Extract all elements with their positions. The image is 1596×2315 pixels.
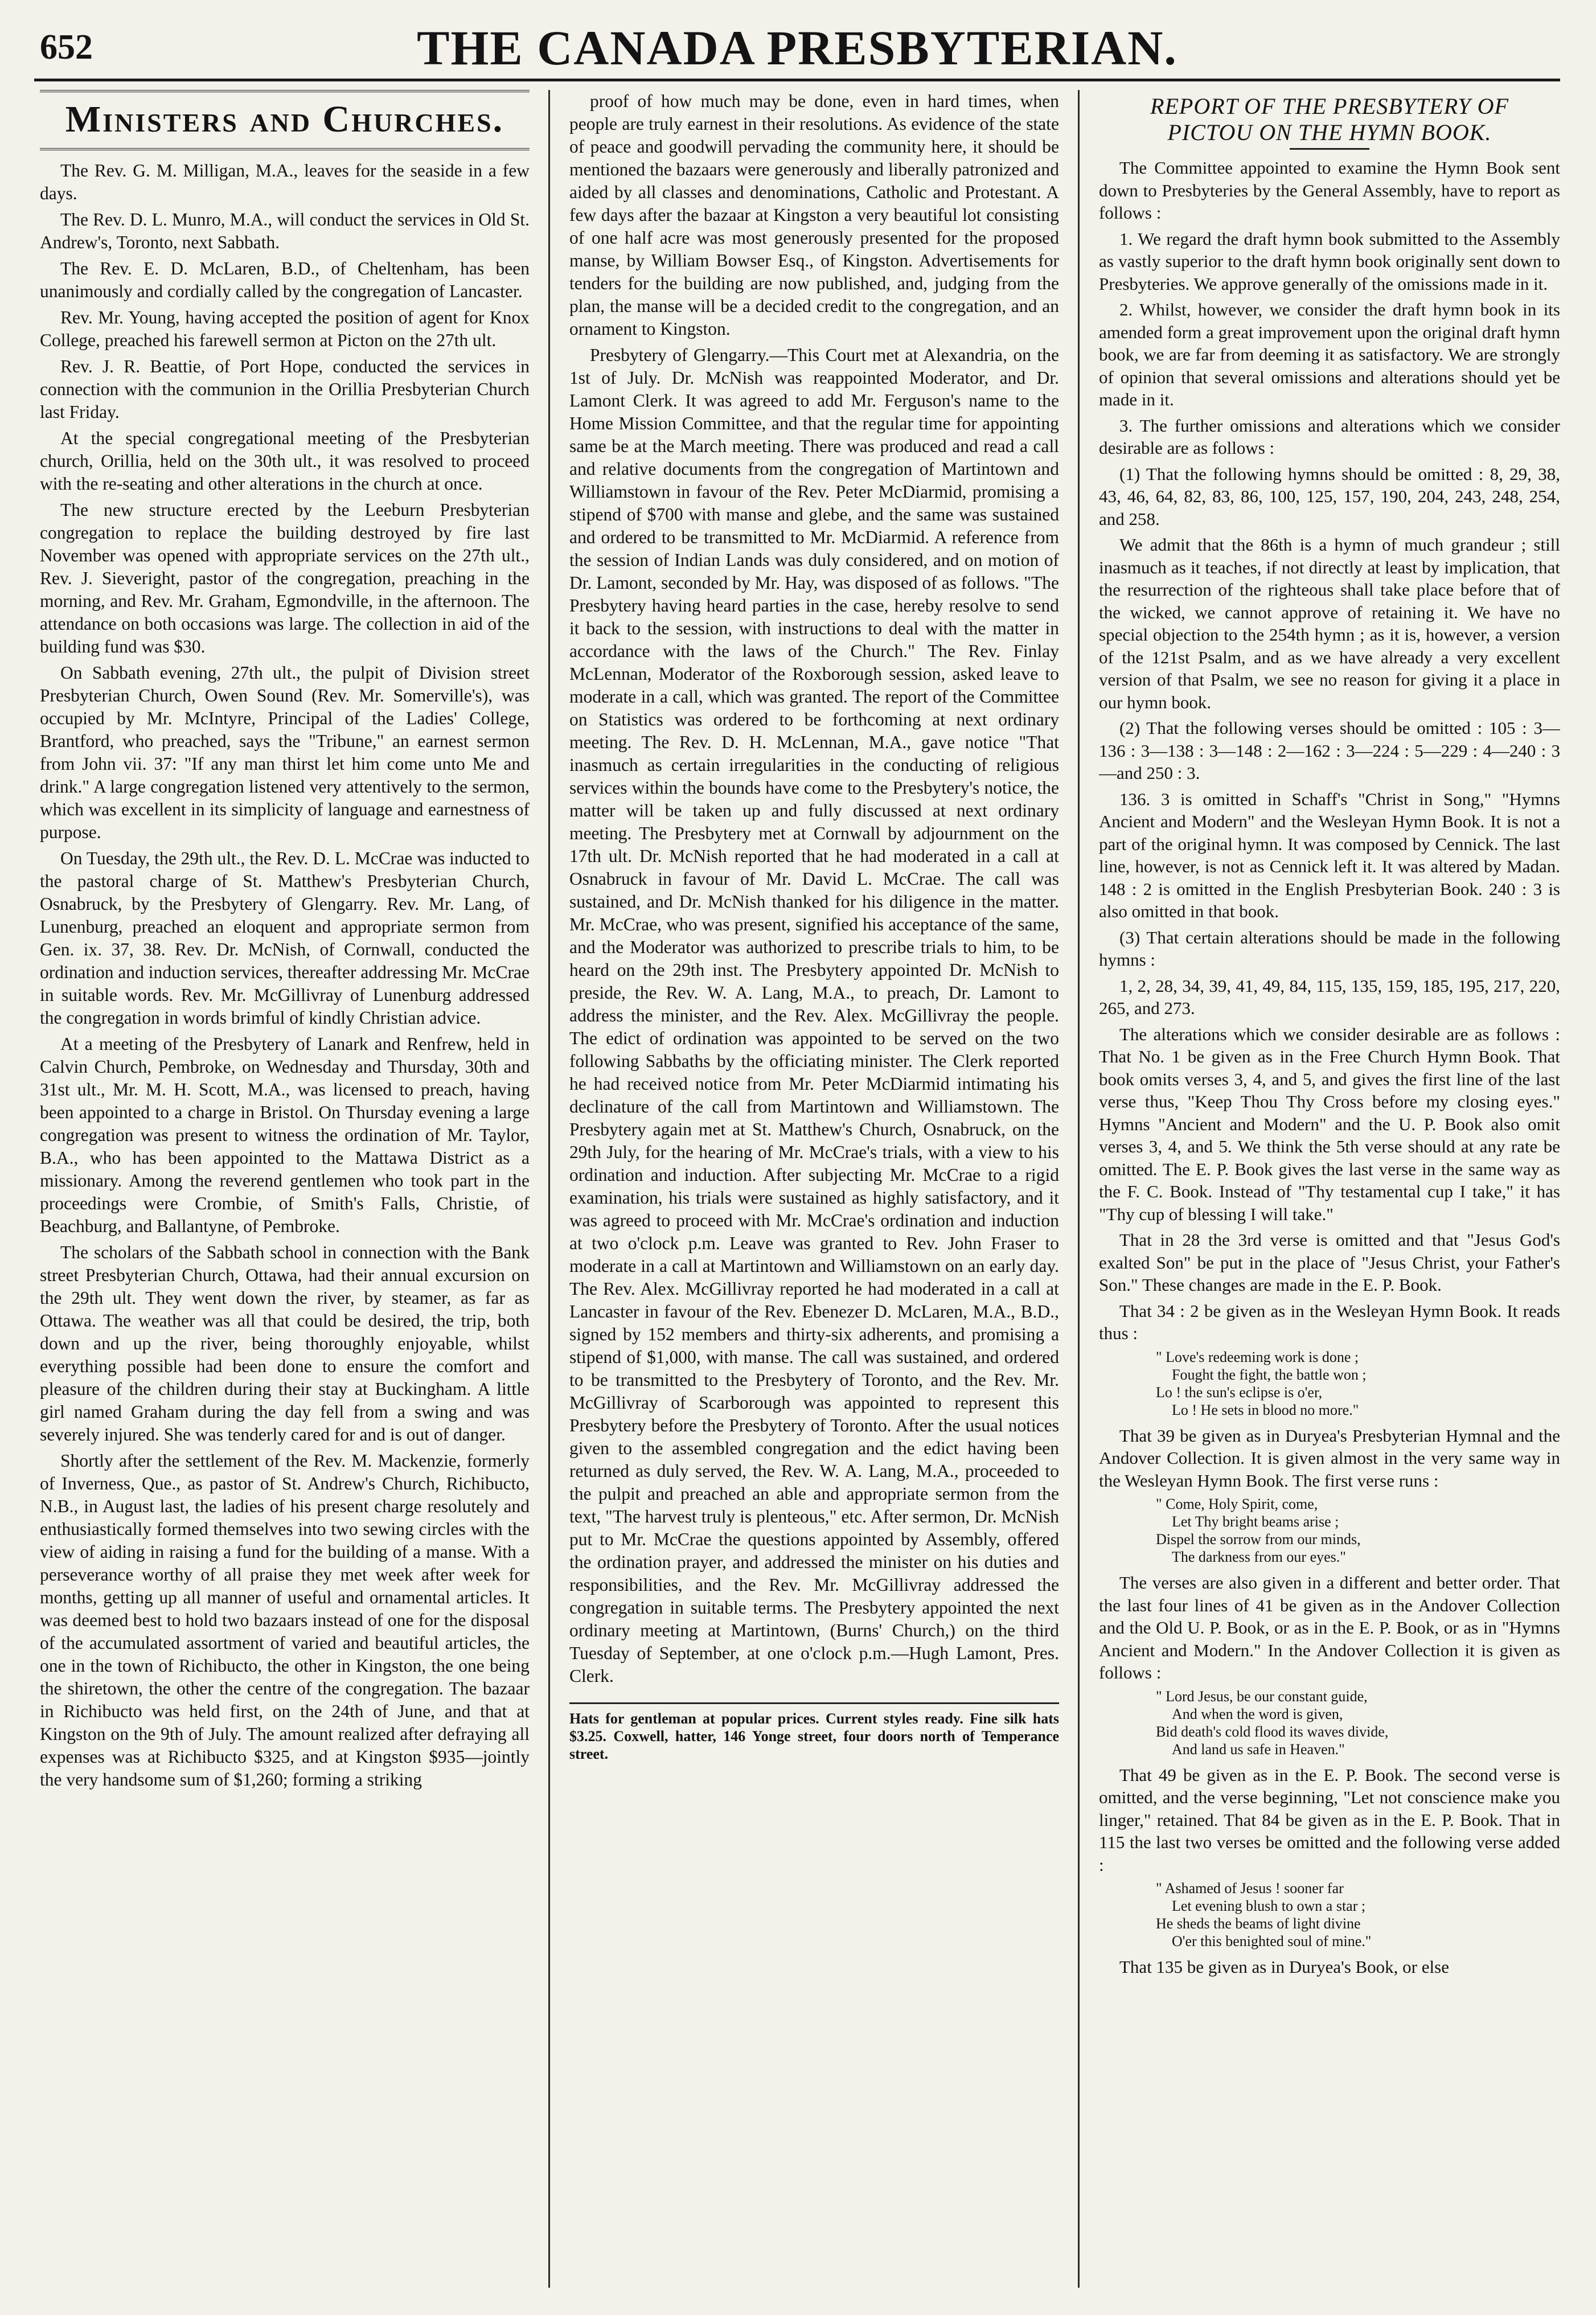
news-paragraph: proof of how much may be done, even in hard times, when people are truly earnest in their resolutions. As evidence of the state of peace and goodwill pervading the community here, it should be mentioned the bazaars were generously and liberally patronized and aided by all classes and denominations, Catholic and Protestant. A few days after the bazaar at Kingston a very beautiful lot consisting of one half acre was most generously presented for the proposed manse, by William Bowser Esq., of Kingston. Advertisements for tenders for the building are now published, and, judging from the plan, the manse will be a decided credit to the congregation, and an ornament to Kingston. — [569, 91, 1059, 339]
verse-line: " Ashamed of Jesus ! sooner far — [1156, 1880, 1344, 1897]
report-paragraph: (3) That certain alterations should be made in the following hymns : — [1099, 927, 1560, 970]
news-paragraph: At the special congregational meeting of the Presbyterian church, Orillia, held on the 30th ult., it was resolved to proceed with the re-seating and other alterations in the church at once. — [40, 428, 530, 494]
report-paragraph: 1. We regard the draft hymn book submitted to the Assembly as vastly superior to the draft hymn book originally sent down to Presbyteries. We approve generally of the omissions made in it. — [1099, 228, 1560, 294]
report-paragraph: That 34 : 2 be given as in the Wesleyan Hymn Book. It reads thus : — [1099, 1300, 1560, 1343]
verse-line: " Come, Holy Spirit, come, — [1156, 1496, 1318, 1512]
verse-line: Let evening blush to own a star ; — [1172, 1898, 1366, 1914]
report-heading-line: REPORT OF THE PRESBYTERY OF — [1150, 93, 1509, 119]
report-paragraph: 1, 2, 28, 34, 39, 41, 49, 84, 115, 135, 159, 185, 195, 217, 220, 265, and 273. — [1099, 975, 1560, 1018]
report-paragraph: The Committee appointed to examine the Hymn Book sent down to Presbyteries by the General Assembly, have to report as follows : — [1099, 158, 1560, 223]
verse-line: And when the word is given, — [1172, 1705, 1343, 1722]
verse-line: Lo ! He sets in blood no more." — [1172, 1401, 1359, 1418]
verse-quote — [1156, 1688, 1560, 1758]
report-paragraph: We admit that the 86th is a hymn of much grandeur ; still inasmuch as it teaches, if not directly at least by implication, that the resurrection of the righteous shall take place before that of the wicked, we cannot approve of retaining it. We have no special objection to the 254th hymn ; as it is, however, a version of the 121st Psalm, and as we have already a very excellent version of that Psalm, we see no reason for giving it a place in our hymn book. — [1099, 535, 1560, 712]
report-heading — [1099, 93, 1560, 146]
report-paragraph: (1) That the following hymns should be omitted : 8, 29, 38, 43, 46, 64, 82, 83, 86, 100, 125, 157, 190, 204, 243, 248, 254, and 258. — [1099, 463, 1560, 529]
report-paragraph: That in 28 the 3rd verse is omitted and that "Jesus God's exalted Son" be put in the place of "Jesus Christ, your Father's Son." These changes are made in the E. P. Book. — [1099, 1230, 1560, 1295]
news-paragraph: On Tuesday, the 29th ult., the Rev. D. L. McCrae was inducted to the pastoral charge of St. Matthew's Presbyterian Church, Osnabruck, by the Presbytery of Glengarry. Rev. Mr. Lang, of Lunenburg, preached an eloquent and appropriate sermon from Gen. ix. 37, 38. Rev. Dr. McNish, of Cornwall, conducted the ordination and induction services, thereafter addressing Mr. McCrae in suitable words. Rev. Mr. McGillivray of Lunenburg addressed the congregation in words brimful of kindly Christian advice. — [40, 848, 530, 1028]
page-number: 652 — [40, 28, 93, 67]
masthead — [34, 16, 1560, 81]
verse-line: He sheds the beams of light divine — [1156, 1915, 1361, 1932]
verse-line: O'er this benighted soul of mine." — [1172, 1933, 1372, 1949]
verse-line: Fought the fight, the battle won ; — [1172, 1366, 1367, 1383]
hat-advertisement: Hats for gentleman at popular prices. Current styles ready. Fine silk hats $3.25. Coxwell, hatter, 146 Yonge street, four doors north of Temperance street. — [569, 1710, 1059, 1762]
verse-line: Let Thy bright beams arise ; — [1172, 1513, 1339, 1530]
report-paragraph: That 49 be given as in the E. P. Book. The second verse is omitted, and the verse beginning, "Let not conscience make you linger," retained. That 84 be given as in the E. P. Book. That in 115 the last two verses be omitted and the following verse added : — [1099, 1764, 1560, 1875]
report-heading-line: PICTOU ON THE HYMN BOOK. — [1167, 120, 1492, 145]
verse-quote — [1156, 1495, 1560, 1566]
verse-line: Lo ! the sun's eclipse is o'er, — [1156, 1384, 1323, 1401]
news-paragraph: Presbytery of Glengarry.—This Court met at Alexandria, on the 1st of July. Dr. McNish was reappointed Moderator, and Dr. Lamont Clerk. It was agreed to add Mr. Ferguson's name to the Home Mission Committee, and that the regular time for appointing same be at the March meeting. There was produced and read a call and relative documents from the congregation of Martintown and Williamstown in favour of the Rev. Peter McDiarmid, promising a stipend of $700 with manse and glebe, and the same was sustained and ordered to be transmitted to Mr. McDiarmid. A reference from the session of Indian Lands was duly considered, and on motion of Dr. Lamont, seconded by Mr. Hay, was disposed of as follows. "The Presbytery having heard parties in the case, hereby resolve to send it back to the session, with instructions to deal with the matter in accordance with the laws of the Church." The Rev. Finlay McLennan, Moderator of the Roxborough session, asked leave to moderate in a call, which was granted. The report of the Committee on Statistics was ordered to be forthcoming at next ordinary meeting. The Rev. D. H. McLennan, M.A., gave notice "That inasmuch as certain irregularities in the conducting of religious services within the bounds have come to the Presbytery's notice, the matter will be taken up and fully discussed at next ordinary meeting. The Presbytery met at Cornwall by adjournment on the 17th ult. Dr. McNish reported that he had moderated in a call at Osnabruck in favour of Mr. David L. McCrae. The call was sustained, and Dr. McNish thanked for his diligence in the matter. Mr. McCrae, who was present, signified his acceptance of the same, and the Moderator was authorized to prescribe trials to him, to be heard on the 29th inst. The Presbytery appointed Dr. McNish to preside, the Rev. W. A. Lang, M.A., to preach, Dr. Lamont to address the minister, and the Rev. Alex. McGillivray the people. The edict of ordination was appointed to be served on the two following Sabbaths by the officiating minister. The Clerk reported he had received notice from Mr. Peter McDiarmid intimating his declinature of the call from Martintown and Williamstown. The Presbytery again met at St. Matthew's Church, Osnabruck, on the 29th July, for the hearing of Mr. McCrae's trials, with a view to his ordination and induction. After subjecting Mr. McCrae to a rigid examination, his trials were sustained as highly satisfactory, and it was agreed to proceed with Mr. McCrae's ordination and induction at two o'clock p.m. Leave was granted to Rev. John Fraser to moderate in a call at Martintown and Williamstown on an early day. The Rev. Alex. McGillivray reported he had moderated in a call at Lancaster in favour of the Rev. Ebenezer D. McLaren, M.A., B.D., signed by 152 members and thirty-six adherents, and promising a stipend of $1,000, with manse. The call was sustained, and ordered to be transmitted to the Presbytery of Toronto, and the Rev. Mr. McGillivray of Scarborough was appointed to represent this Presbytery before the Presbytery of Toronto. After the usual notices given to the assembled congregation and the edict having been returned as duly served, the Rev. W. A. Lang, M.A., proceeded to the pulpit and preached an able and appropriate sermon from the text, "The harvest truly is plenteous," etc. After sermon, Dr. McNish put to Mr. McCrae the questions appointed by Assembly, offered the ordination prayer, and addressed the minister on his duties and responsibilities, and the Rev. Mr. McGillivray addressed the congregation in suitable terms. The Presbytery appointed the next ordinary meeting at Martintown, (Burns' Church,) on the third Tuesday of September, at one o'clock p.m.—Hugh Lamont, Pres. Clerk. — [569, 345, 1059, 1686]
column-presbytery-glengarry — [569, 90, 1059, 2288]
verse-line: Bid death's cold flood its waves divide, — [1156, 1723, 1389, 1740]
verse-quote — [1156, 1879, 1560, 1950]
verse-line: " Love's redeeming work is done ; — [1156, 1348, 1359, 1365]
verse-line: The darkness from our eyes." — [1172, 1549, 1346, 1565]
report-paragraph: 136. 3 is omitted in Schaff's "Christ in Song," "Hymns Ancient and Modern" and the Wesleyan Hymn Book. It is not a part of the original hymn. It was composed by Cennick. The last line, however, is not as Cennick left it. It was altered by Madan. 148 : 2 is omitted in the English Presbyterian Book. 240 : 3 is also omitted in that book. — [1099, 789, 1560, 921]
paper-title: THE CANADA PRESBYTERIAN. — [417, 20, 1177, 75]
verse-line: Dispel the sorrow from our minds, — [1156, 1531, 1361, 1548]
column-ministers-and-churches — [40, 90, 530, 2288]
news-paragraph: The Rev. D. L. Munro, M.A., will conduct the services in Old St. Andrew's, Toronto, next Sabbath. — [40, 210, 530, 252]
news-paragraph: Rev. J. R. Beattie, of Port Hope, conducted the services in connection with the communion in the Orillia Presbyterian Church last Friday. — [40, 356, 530, 422]
section-heading: Ministers and Churches. — [40, 90, 530, 150]
report-paragraph: That 135 be given as in Duryea's Book, or else — [1119, 1957, 1449, 1977]
column-rule — [1078, 90, 1080, 2288]
report-paragraph: (2) That the following verses should be omitted : 105 : 3—136 : 3—138 : 3—148 : 2—162 : 3—224 : 5—229 : 4—240 : 3—and 250 : 3. — [1099, 718, 1560, 783]
ad-divider — [569, 1702, 1059, 1704]
report-paragraph: The verses are also given in a different and better order. That the last four lines of 41 be given as in the Andover Collection and the Old U. P. Book, or as in the E. P. Book, or as in "Hymns Ancient and Modern." In the Andover Collection it is given as follows : — [1099, 1573, 1560, 1682]
news-paragraph: The scholars of the Sabbath school in connection with the Bank street Presbyterian Church, Ottawa, had their annual excursion on the 29th ult. They went down the river, by steamer, as far as Ottawa. The weather was all that could be desired, the trip, both down and up the river, being thoroughly enjoyable, whilst everything possible had been done to ensure the comfort and pleasure of the children during their stay at Buckingham. A little girl named Graham during the day fell from a swing and was severely injured. She was tenderly cared for and is out of danger. — [40, 1242, 530, 1444]
verse-line: " Lord Jesus, be our constant guide, — [1156, 1688, 1368, 1705]
report-paragraph: 2. Whilst, however, we consider the draft hymn book in its amended form a great improvement upon the original draft hymn book, we are far from deeming it as satisfactory. We are strongly of opinion that several omissions and alterations should yet be made in it. — [1099, 299, 1560, 409]
news-paragraph: The Rev. E. D. McLaren, B.D., of Cheltenham, has been unanimously and cordially called by the congregation of Lancaster. — [40, 258, 530, 301]
news-paragraph: Rev. Mr. Young, having accepted the position of agent for Knox College, preached his farewell sermon at Picton on the 27th ult. — [40, 307, 530, 350]
report-paragraph: That 39 be given as in Duryea's Presbyterian Hymnal and the Andover Collection. It is given almost in the very same way in the Wesleyan Hymn Book. The first verse runs : — [1099, 1425, 1560, 1491]
news-paragraph: On Sabbath evening, 27th ult., the pulpit of Division street Presbyterian Church, Owen Sound (Rev. Mr. Somerville's), was occupied by Mr. McIntyre, Principal of the Ladies' College, Brantford, who preached, says the "Tribune," an earnest sermon from John vii. 37: "If any man thirst let him come unto Me and drink." A large congregation listened very attentively to the sermon, which was excellent in its simplicity of language and earnestness of purpose. — [40, 663, 530, 842]
verse-line: And land us safe in Heaven." — [1172, 1741, 1345, 1758]
news-paragraph: At a meeting of the Presbytery of Lanark and Renfrew, held in Calvin Church, Pembroke, on Wednesday and Thursday, 30th and 31st ult., Mr. M. H. Scott, M.A., was licensed to preach, having been appointed to a charge in Bristol. On Thursday evening a large congregation was present to witness the ordination of Mr. Taylor, B.A., who has been appointed to the Mattawa District as a missionary. Among the reverend gentlemen who took part in the proceedings were Crombie, of Smith's Falls, Christie, of Beachburg, and Ballantyne, of Pembroke. — [40, 1034, 530, 1236]
news-paragraph: Shortly after the settlement of the Rev. M. Mackenzie, formerly of Inverness, Que., as pastor of St. Andrew's Church, Richibucto, N.B., in August last, the ladies of his present charge resolutely and enthusiastically formed themselves into two sewing circles with the view of aiding in raising a fund for the building of a manse. With a perseverance worthy of all praise they met week after week for months, getting up all manner of useful and ornamental articles. It was deemed best to hold two bazaars instead of one for the disposal of the accumulated assortment of varied and beautiful articles, the one in the town of Richibucto, the other in Kingston, the one being the shiretown, the other the centre of the congregation. The bazaar in Richibucto was held first, on the 24th of June, and that at Kingston on the 9th of July. The amount realized after defraying all expenses was at Richibucto $325, and at Kingston $935—jointly the very handsome sum of $1,260; forming a striking — [40, 1451, 530, 1789]
column-hymn-book-report — [1099, 90, 1560, 2288]
heading-rule — [1290, 148, 1369, 150]
verse-quote — [1156, 1348, 1560, 1419]
report-paragraph: The alterations which we consider desirable are as follows : That No. 1 be given as in the Free Church Hymn Book. That book omits verses 3, 4, and 5, and gives the first line of the last verse thus, "Keep Thou Thy Cross before my closing eyes." Hymns "Ancient and Modern" and the U. P. Book also omit verses 3, 4, and 5. We think the 5th verse should at any rate be omitted. The E. P. Book gives the last verse in the same way as the F. C. Book. Instead of "Thy testamental cup I take," it has "Thy cup of blessing I will take." — [1099, 1024, 1560, 1224]
column-rule — [548, 90, 550, 2288]
news-paragraph: The Rev. G. M. Milligan, M.A., leaves for the seaside in a few days. — [40, 161, 530, 203]
news-paragraph: The new structure erected by the Leeburn Presbyterian congregation to replace the building destroyed by fire last November was opened with appropriate services on the 27th ult., Rev. J. Sieveright, pastor of the congregation, preaching in the morning, and Rev. Mr. Graham, Egmondville, in the afternoon. The attendance on both occasions was large. The collection in aid of the building fund was $30. — [40, 500, 530, 656]
report-paragraph: 3. The further omissions and alterations which we consider desirable are as follows : — [1099, 415, 1560, 458]
